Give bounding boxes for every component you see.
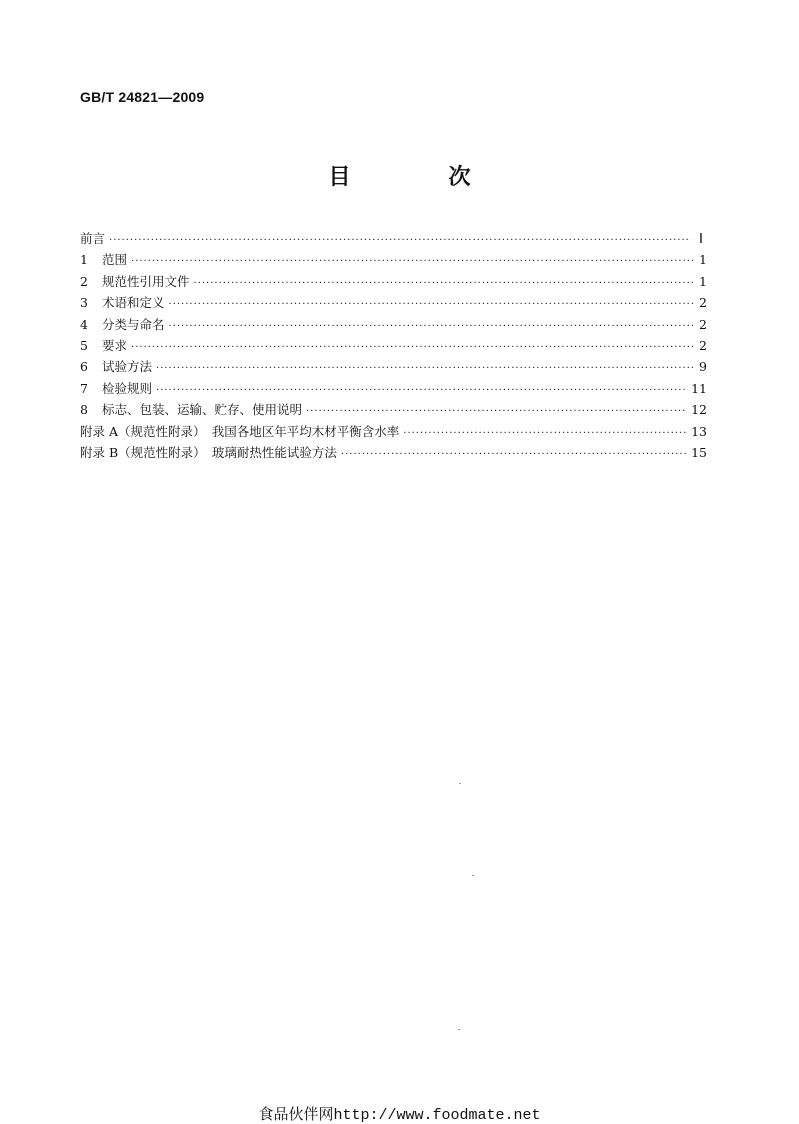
toc-leader-dots bbox=[156, 358, 695, 379]
toc-entry-number: 6 bbox=[80, 359, 88, 375]
toc-entry-label: 附录 B（规范性附录） 玻璃耐热性能试验方法 bbox=[80, 444, 337, 460]
toc-leader-dots bbox=[131, 337, 695, 358]
toc-entry-page: 2 bbox=[699, 295, 707, 311]
toc-entry-number: 8 bbox=[80, 402, 88, 418]
toc-leader-dots bbox=[341, 444, 687, 465]
toc-leader-dots bbox=[131, 251, 695, 272]
toc-entry-label: 范围 bbox=[102, 252, 128, 268]
toc-entry-number: 7 bbox=[80, 380, 88, 396]
toc-entry-number: 3 bbox=[80, 295, 88, 311]
toc-entry-annex-a[interactable] bbox=[80, 421, 707, 442]
toc-entry-number: 4 bbox=[80, 316, 88, 332]
standard-code: GB/T 24821—2009 bbox=[80, 89, 205, 105]
toc-entry-foreword[interactable] bbox=[80, 228, 707, 249]
toc-entry-scope[interactable] bbox=[80, 249, 707, 270]
footer-site-name: 食品伙伴网 bbox=[258, 1105, 334, 1123]
toc-entry-requirements[interactable] bbox=[80, 335, 707, 356]
toc-entry-page: 1 bbox=[699, 252, 707, 268]
toc-entry-number: 1 bbox=[80, 252, 88, 268]
toc-entry-page: 2 bbox=[699, 316, 707, 332]
toc-leader-dots bbox=[306, 401, 687, 422]
table-of-contents bbox=[80, 228, 707, 463]
toc-entry-label: 前言 bbox=[80, 231, 106, 246]
toc-entry-label: 标志、包装、运输、贮存、使用说明 bbox=[102, 402, 303, 418]
toc-entry-label: 要求 bbox=[102, 337, 128, 353]
toc-entry-normative-references[interactable] bbox=[80, 271, 707, 292]
toc-entry-page: 15 bbox=[691, 444, 707, 460]
scan-speck bbox=[458, 1029, 460, 1030]
toc-entry-label: 检验规则 bbox=[102, 380, 153, 396]
toc-title: 目 次 bbox=[328, 165, 509, 190]
toc-entry-terms-definitions[interactable] bbox=[80, 292, 707, 313]
toc-entry-label: 试验方法 bbox=[102, 359, 153, 375]
toc-entry-page: 2 bbox=[699, 337, 707, 353]
toc-entry-classification[interactable] bbox=[80, 314, 707, 335]
toc-entry-label: 术语和定义 bbox=[102, 295, 165, 311]
toc-entry-label: 规范性引用文件 bbox=[102, 273, 190, 289]
toc-entry-page: 11 bbox=[691, 380, 707, 396]
footer-watermark bbox=[0, 1103, 799, 1124]
toc-leader-dots bbox=[403, 423, 687, 444]
toc-leader-dots bbox=[169, 316, 695, 337]
footer-url-link[interactable]: http://www.foodmate.net bbox=[333, 1107, 541, 1124]
toc-entry-number: 5 bbox=[80, 337, 88, 353]
toc-entry-marking-packaging[interactable] bbox=[80, 399, 707, 420]
toc-leader-dots bbox=[169, 294, 695, 315]
toc-entry-inspection-rules[interactable] bbox=[80, 378, 707, 399]
toc-entry-label: 分类与命名 bbox=[102, 316, 165, 332]
toc-leader-dots bbox=[194, 273, 695, 294]
toc-leader-dots bbox=[156, 380, 687, 401]
toc-entry-label: 附录 A（规范性附录） 我国各地区年平均木材平衡含水率 bbox=[80, 423, 400, 439]
toc-leader-dots bbox=[109, 230, 691, 251]
toc-entry-test-methods[interactable] bbox=[80, 356, 707, 377]
scan-speck bbox=[459, 783, 461, 784]
toc-entry-page: 12 bbox=[691, 402, 707, 418]
toc-entry-page: 1 bbox=[699, 273, 707, 289]
toc-entry-page: Ⅰ bbox=[698, 232, 703, 247]
toc-entry-page: 13 bbox=[691, 423, 707, 439]
toc-entry-number: 2 bbox=[80, 273, 88, 289]
toc-entry-page: 9 bbox=[699, 359, 707, 375]
toc-entry-annex-b[interactable] bbox=[80, 442, 707, 463]
scan-speck bbox=[472, 875, 474, 876]
